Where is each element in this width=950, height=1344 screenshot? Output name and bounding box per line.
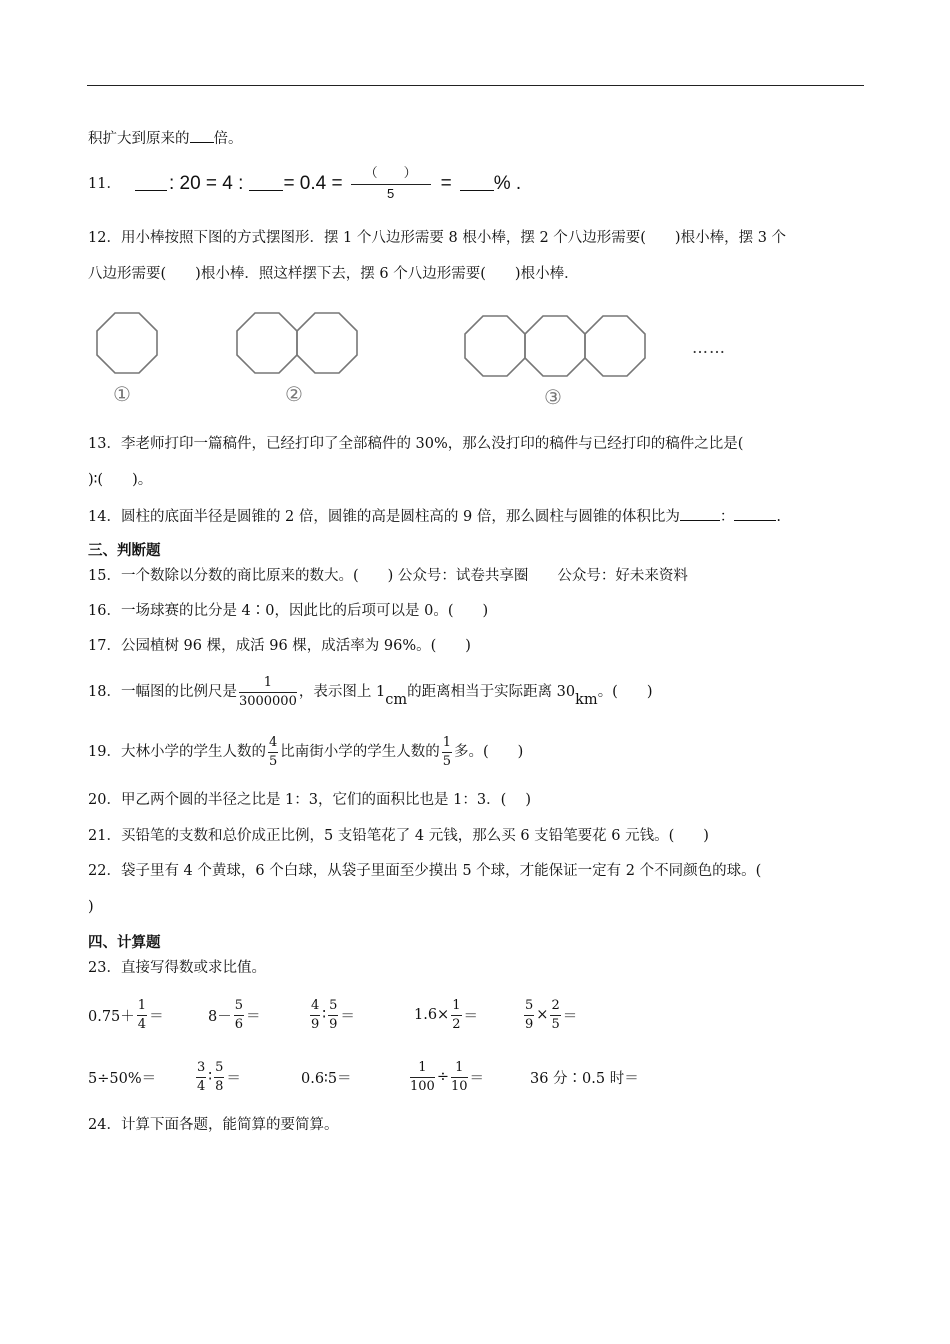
answer-blank[interactable] (680, 506, 720, 521)
calc-equals: ＝ (562, 1008, 578, 1025)
header-rule (87, 85, 864, 86)
question-22-line2: ) (88, 899, 94, 915)
q14-text: 14．圆柱的底面半径是圆锥的 2 倍，圆锥的高是圆柱高的 9 倍，那么圆柱与圆锥的体积比为 (88, 509, 680, 525)
calc-fraction (328, 999, 338, 1032)
fraction-denominator: 9 (329, 1016, 338, 1032)
calc-item (414, 991, 478, 1039)
octagon-figures (88, 306, 768, 416)
calc-equals: ＝ (149, 1008, 164, 1025)
fraction-numerator: 1 (137, 999, 147, 1016)
calc-equals: ＝ (469, 1070, 485, 1087)
question-13-line1: 13．李老师打印一篇稿件，已经打印了全部稿件的 30%，那么没打印的稿件与已经打印的稿件之比是( (88, 436, 744, 452)
scale-fraction (239, 676, 297, 709)
calc-fraction (196, 1061, 206, 1094)
fraction-numerator: 1 (410, 1061, 435, 1078)
q18-mid: ，表示图上 1 (298, 684, 386, 700)
figure-label-1: ① (113, 382, 131, 406)
fraction-numerator: 1 (451, 999, 461, 1016)
fraction-denominator: 5 (387, 186, 395, 201)
calc-row-2 (88, 1053, 848, 1113)
calc-equals: ＝ (226, 1070, 241, 1087)
octagon-shape (525, 316, 585, 376)
fraction-denominator: 5 (442, 753, 452, 769)
fraction-numerator: 3 (196, 1061, 206, 1078)
fraction-numerator: 4 (310, 999, 320, 1016)
question-14 (88, 506, 781, 527)
calc-fraction (550, 999, 560, 1032)
calc-fraction (137, 999, 147, 1032)
fraction-numerator: 4 (268, 736, 278, 753)
question-19 (88, 732, 523, 772)
q14-end: . (776, 509, 781, 525)
calc-fraction (451, 1061, 468, 1094)
answer-blank[interactable] (460, 176, 494, 191)
octagon-diagram (88, 306, 768, 416)
q11-number: 11． (88, 175, 121, 192)
ellipsis: …… (692, 338, 726, 357)
question-20: 20．甲乙两个圆的半径之比是 1：3，它们的面积比也是 1：3．( ) (88, 792, 531, 808)
answer-blank[interactable] (249, 176, 283, 191)
question-24: 24．计算下面各题，能简算的要简算。 (88, 1117, 339, 1133)
calc-fraction (410, 1061, 435, 1094)
octagon-shape (465, 316, 525, 376)
q11-part4: % . (493, 172, 522, 194)
calc-operator: ÷ (436, 1069, 449, 1085)
question-12-line2: 八边形需要( )根小棒．照这样摆下去，摆 6 个八边形需要( )根小棒． (88, 266, 579, 282)
fraction-denominator: 9 (311, 1016, 320, 1032)
calc-fraction (214, 1061, 224, 1094)
q11-fraction (351, 166, 431, 201)
calc-fraction (310, 999, 320, 1032)
octagon-shape (237, 313, 297, 373)
q18-text: 18．一幅图的比例尺是 (88, 684, 237, 700)
calc-text: 5÷50%＝ (88, 1070, 157, 1087)
calc-item (301, 1053, 352, 1101)
fraction-denominator: 4 (197, 1078, 206, 1094)
fraction-denominator: 8 (215, 1078, 224, 1094)
fraction-numerator: 1 (451, 1061, 468, 1078)
calc-item (530, 1053, 639, 1101)
question-10-tail (88, 128, 243, 149)
figure-label-2: ② (285, 382, 303, 406)
fraction-denominator: 9 (525, 1016, 534, 1032)
q19-text: 19．大林小学的学生人数的 (88, 744, 266, 760)
q11-part2: = 0.4 = (283, 172, 343, 194)
calc-item (88, 991, 164, 1039)
calc-item (522, 991, 577, 1039)
fraction-denominator: 5 (551, 1016, 560, 1032)
octagon-shape (585, 316, 645, 376)
fraction-denominator: 6 (234, 1016, 244, 1032)
question-21: 21．买铅笔的支数和总价成正比例，5 支铅笔花了 4 元钱，那么买 6 支铅笔要花 6 元钱。( ) (88, 828, 709, 844)
fraction-numerator: 1 (442, 736, 452, 753)
q10-text-end: 倍。 (213, 131, 243, 147)
question-15: 15．一个数除以分数的商比原来的数大。( ) 公众号：试卷共享圈 公众号：好未来资料 (88, 568, 688, 584)
q18-end: 。( ) (597, 684, 653, 700)
calc-item (408, 1053, 484, 1101)
unit-cm: cm (385, 692, 408, 708)
q11-part3: = (440, 172, 452, 194)
question-12-line1: 12．用小棒按照下图的方式摆图形．摆 1 个八边形需要 8 根小棒，摆 2 个八边形需要( )根小棒，摆 3 个 (88, 230, 787, 246)
fraction-numerator: 2 (550, 999, 560, 1016)
section-heading-calculation: 四、计算题 (88, 935, 161, 951)
fraction-numerator: 5 (524, 999, 534, 1016)
answer-blank[interactable] (190, 128, 214, 143)
fraction-denominator: 4 (137, 1016, 147, 1032)
fraction-4-5 (268, 736, 278, 769)
calc-fraction (451, 999, 461, 1032)
question-11 (88, 166, 521, 201)
q19-mid: 比南街小学的学生人数的 (280, 744, 440, 760)
calc-equals: ＝ (340, 1008, 355, 1025)
fraction-denominator: 100 (410, 1078, 435, 1094)
question-16: 16．一场球赛的比分是 4∶0，因此比的后项可以是 0。( ) (88, 603, 489, 619)
calc-text: 0.75＋ (88, 1008, 135, 1025)
calc-text: 8－ (208, 1008, 232, 1025)
fraction-numerator[interactable]: （ ） (351, 166, 431, 185)
answer-blank[interactable] (734, 506, 776, 521)
fraction-numerator: 5 (328, 999, 338, 1016)
calc-text: 0.6∶5＝ (301, 1070, 352, 1087)
figure-label-3: ③ (544, 385, 562, 409)
fraction-1-5 (442, 736, 452, 769)
fraction-numerator: 5 (214, 1061, 224, 1078)
calc-fraction (234, 999, 244, 1032)
calc-operator: × (536, 1007, 549, 1023)
question-18 (88, 672, 653, 712)
fraction-denominator: 5 (268, 753, 278, 769)
q18-mid2: 的距离相当于实际距离 30 (407, 684, 576, 700)
section-heading-judgment: 三、判断题 (88, 543, 161, 559)
octagon-shape (297, 313, 357, 373)
calc-text: 36 分∶0.5 时＝ (530, 1070, 639, 1087)
unit-km: km (575, 692, 598, 708)
calc-text: 1.6× (414, 1007, 450, 1023)
calc-item (308, 991, 355, 1039)
fraction-numerator: 1 (239, 676, 297, 693)
q10-text: 积扩大到原来的 (88, 131, 190, 147)
calc-fraction (524, 999, 534, 1032)
fraction-denominator: 2 (452, 1016, 461, 1032)
answer-blank[interactable] (135, 176, 167, 191)
calc-row-1 (88, 991, 848, 1051)
q11-part1: : 20 = 4 : (168, 172, 244, 194)
calc-operator: ∶ (322, 1007, 327, 1023)
calc-operator: ∶ (208, 1069, 213, 1085)
fraction-denominator: 10 (450, 1078, 468, 1094)
fraction-denominator: 3000000 (238, 693, 297, 709)
question-23: 23．直接写得数或求比值。 (88, 960, 266, 976)
question-22-line1: 22．袋子里有 4 个黄球，6 个白球，从袋子里面至少摸出 5 个球，才能保证一定有 2 个不同颜色的球。( (88, 863, 762, 879)
calc-item (194, 1053, 241, 1101)
calc-equals: ＝ (463, 1008, 478, 1025)
calc-equals: ＝ (246, 1008, 261, 1025)
q19-end: 多。( ) (454, 744, 524, 760)
question-13-line2: )∶( )。 (88, 472, 153, 488)
fraction-numerator: 5 (234, 999, 244, 1016)
question-17: 17．公园植树 96 棵，成活 96 棵，成活率为 96%。( ) (88, 638, 471, 654)
calc-item (208, 991, 261, 1039)
calc-item (88, 1053, 156, 1101)
q14-colon: ： (719, 509, 735, 525)
octagon-shape (97, 313, 157, 373)
